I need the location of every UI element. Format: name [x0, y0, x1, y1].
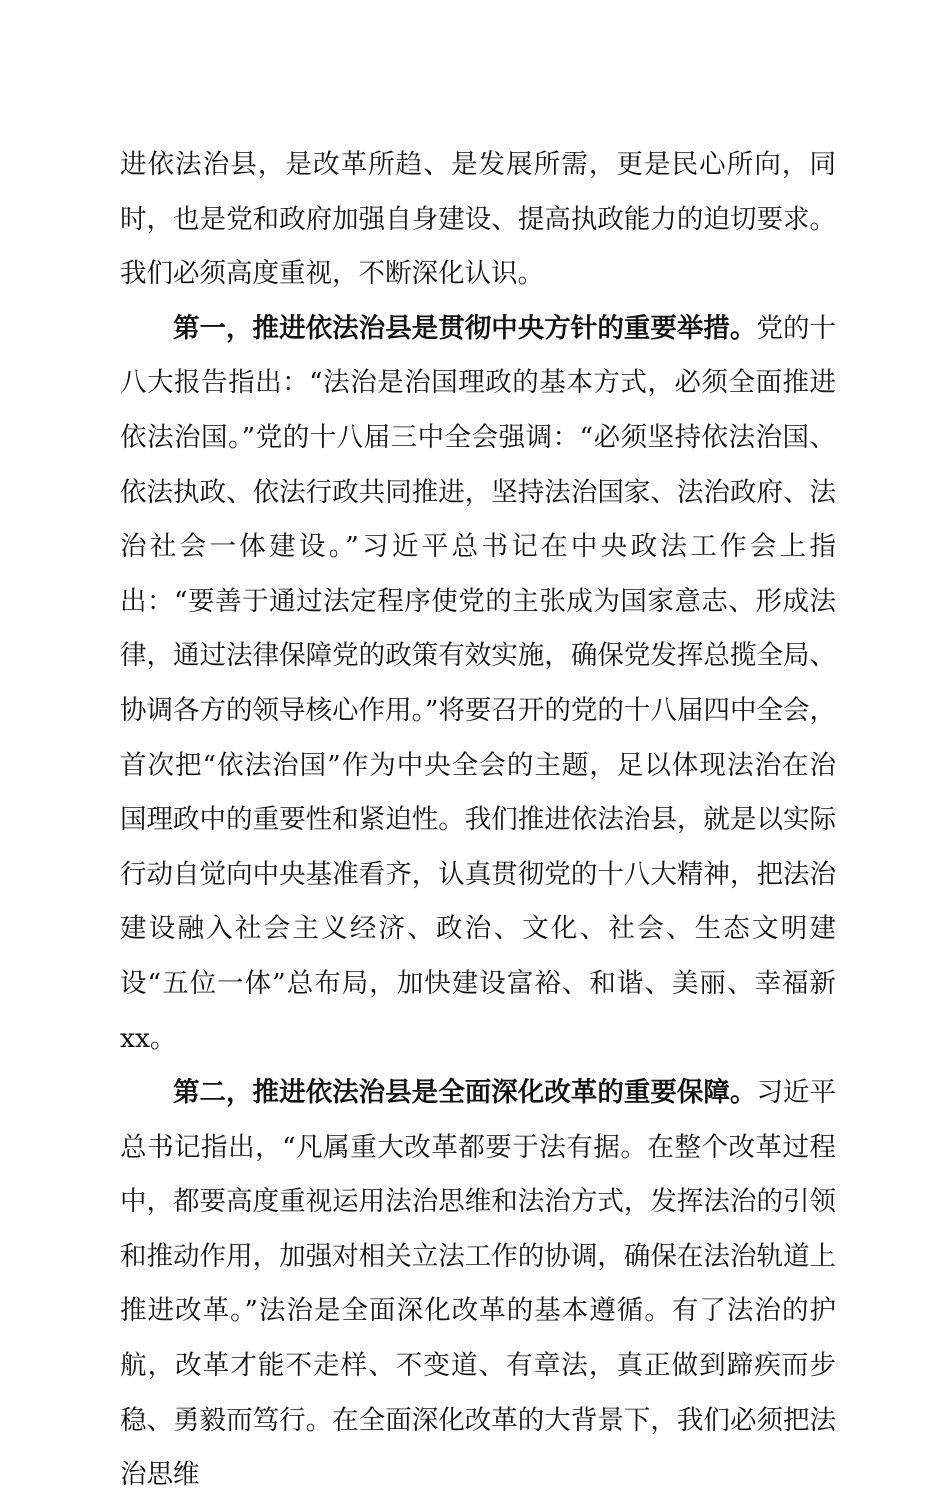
paragraph-intro [120, 138, 836, 302]
paragraph-first-point-heading: 第一，推进依法治县是贯彻中央方针的重要举措。 [173, 312, 757, 344]
paragraph-first-point [120, 302, 836, 1066]
paragraph-second-point-heading: 第二，推进依法治县是全面深化改革的重要保障。 [173, 1077, 757, 1109]
paragraph-second-point-text: 习近平总书记指出，“凡属重大改革都要于法有据。在整个改革过程中，都要高度重视运用法治思维和法治方式，发挥法治的引领和推动作用，加强对相关立法工作的协调，确保在法治轨道上推进改革。”法治是全面深化改革的基本遵循。有了法治的护航，改革才能不走样、不变道、有章法，真正做到蹄疾而步稳、勇毅而笃行。在全面深化改革的大背景下，我们必须把法治思维 [120, 1077, 837, 1491]
paragraph-second-point [120, 1066, 836, 1503]
paragraph-first-point-text: 党的十八大报告指出：“法治是治国理政的基本方式，必须全面推进依法治国。”党的十八届三中全会强调：“必须坚持依法治国、依法执政、依法行政共同推进，坚持法治国家、法治政府、法治社会一体建设。”习近平总书记在中央政法工作会上指出：“要善于通过法定程序使党的主张成为国家意志、形成法律，通过法律保障党的政策有效实施，确保党发挥总揽全局、协调各方的领导核心作用。”将要召开的党的十八届四中全会，首次把“依法治国”作为中央全会的主题，足以体现法治在治国理政中的重要性和紧迫性。我们推进依法治县，就是以实际行动自觉向中央基准看齐，认真贯彻党的十八大精神，把法治建设融入社会主义经济、政治、文化、社会、生态文明建设“五位一体”总布局，加快建设富裕、和谐、美丽、幸福新xx。 [120, 312, 837, 1054]
document-body [120, 138, 836, 1503]
paragraph-intro-text: 进依法治县，是改革所趋、是发展所需，更是民心所向，同时，也是党和政府加强自身建设、提高执政能力的迫切要求。我们必须高度重视，不断深化认识。 [120, 149, 836, 290]
